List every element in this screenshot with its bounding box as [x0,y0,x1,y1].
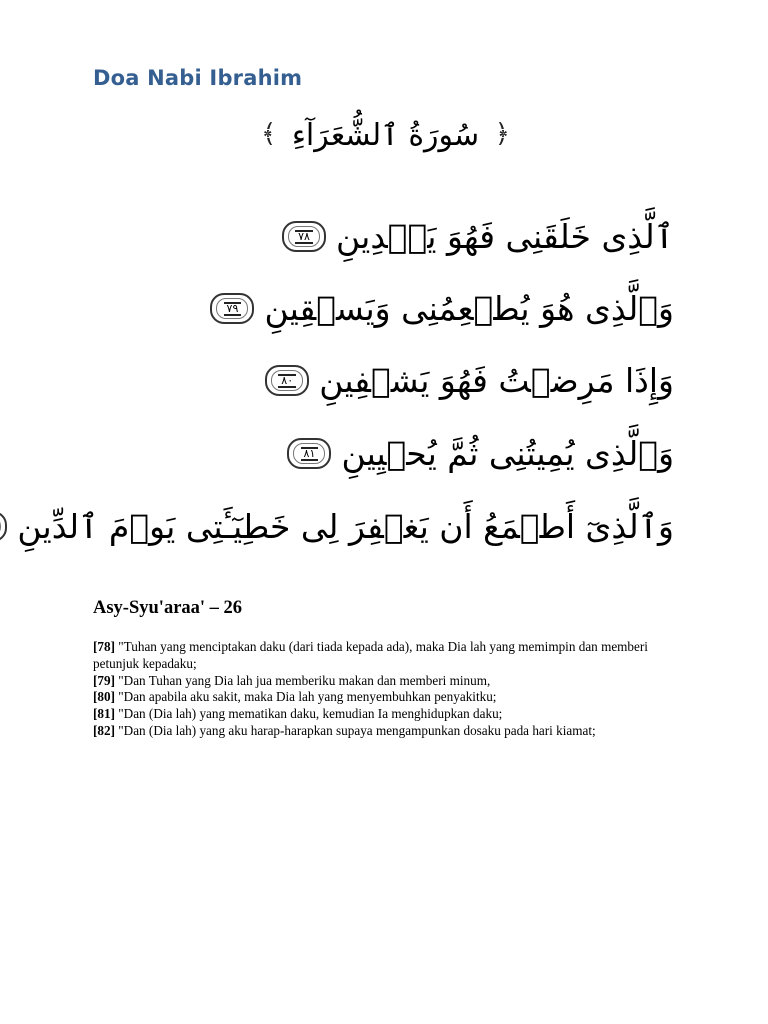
ayah-line [265,361,674,400]
verse-number: [78] [93,639,115,654]
translation-item [93,673,683,690]
verse-number: [81] [93,706,115,722]
ayah-end-marker-icon [287,438,331,469]
translation-text: "Dan (Dia lah) yang mematikan daku, kemudian Ia menghidupkan daku; [114,706,503,722]
ayah-text: وَٱلَّذِى يُمِيتُنِى ثُمَّ يُحۡيِينِ [341,434,674,473]
translation-text: "Tuhan yang menciptakan daku (dari tiada kepada ada), maka Dia lah yang memimpin dan memberi petunjuk kepadaku; [93,639,648,671]
translation-list [93,639,683,740]
translation-item [93,689,683,706]
ayah-line [287,434,674,473]
verse-number: [79] [93,672,115,688]
ayah-number: ٨١ [301,447,319,461]
ayah-text: ٱلَّذِى خَلَقَنِى فَهُوَ يَہۡدِينِ [336,217,674,256]
translation-item [93,639,683,673]
ayah-text: وَٱلَّذِىٓ أَطۡمَعُ أَن يَغۡفِرَ لِى خَطِيٓـَٔتِى يَوۡمَ ٱلدِّينِ [17,507,674,546]
translation-item [93,723,683,740]
ornament-bracket-left-icon: ﴾ [261,119,277,149]
verse-number: [80] [93,689,115,705]
ayah-line [210,289,674,328]
ornament-bracket-right-icon: ﴿ [494,119,510,149]
document-title: Doa Nabi Ibrahim [93,66,303,90]
ayah-text: وَٱلَّذِى هُوَ يُطۡعِمُنِى وَيَسۡقِينِ [264,289,674,328]
translation-text: "Dan apabila aku sakit, maka Dia lah yang menyembuhkan penyakitku; [114,689,497,705]
ayah-number: ٨٠ [278,374,296,388]
ayah-line [282,217,674,256]
ayah-end-marker-icon [0,511,7,542]
translation-text: "Dan Tuhan yang Dia lah jua memberiku makan dan memberi minum, [114,672,491,688]
translation-text: "Dan (Dia lah) yang aku harap-harapkan supaya mengampunkan dosaku pada hari kiamat; [114,722,596,738]
ayah-end-marker-icon [265,365,309,396]
ayah-end-marker-icon [210,293,254,324]
ayah-number: ٧٨ [295,230,313,244]
ayah-end-marker-icon [282,221,326,252]
surah-header [0,118,768,153]
verse-number: [82] [93,722,115,738]
ayah-line [0,507,674,546]
ayah-number: ٧٩ [224,302,242,316]
ayah-text: وَإِذَا مَرِضۡتُ فَهُوَ يَشۡفِينِ [319,361,674,400]
translation-item [93,706,683,723]
surah-name: سُورَةُ ٱلشُّعَرَآءِ [291,118,480,153]
surah-reference: Asy-Syu'araa' – 26 [93,598,243,618]
